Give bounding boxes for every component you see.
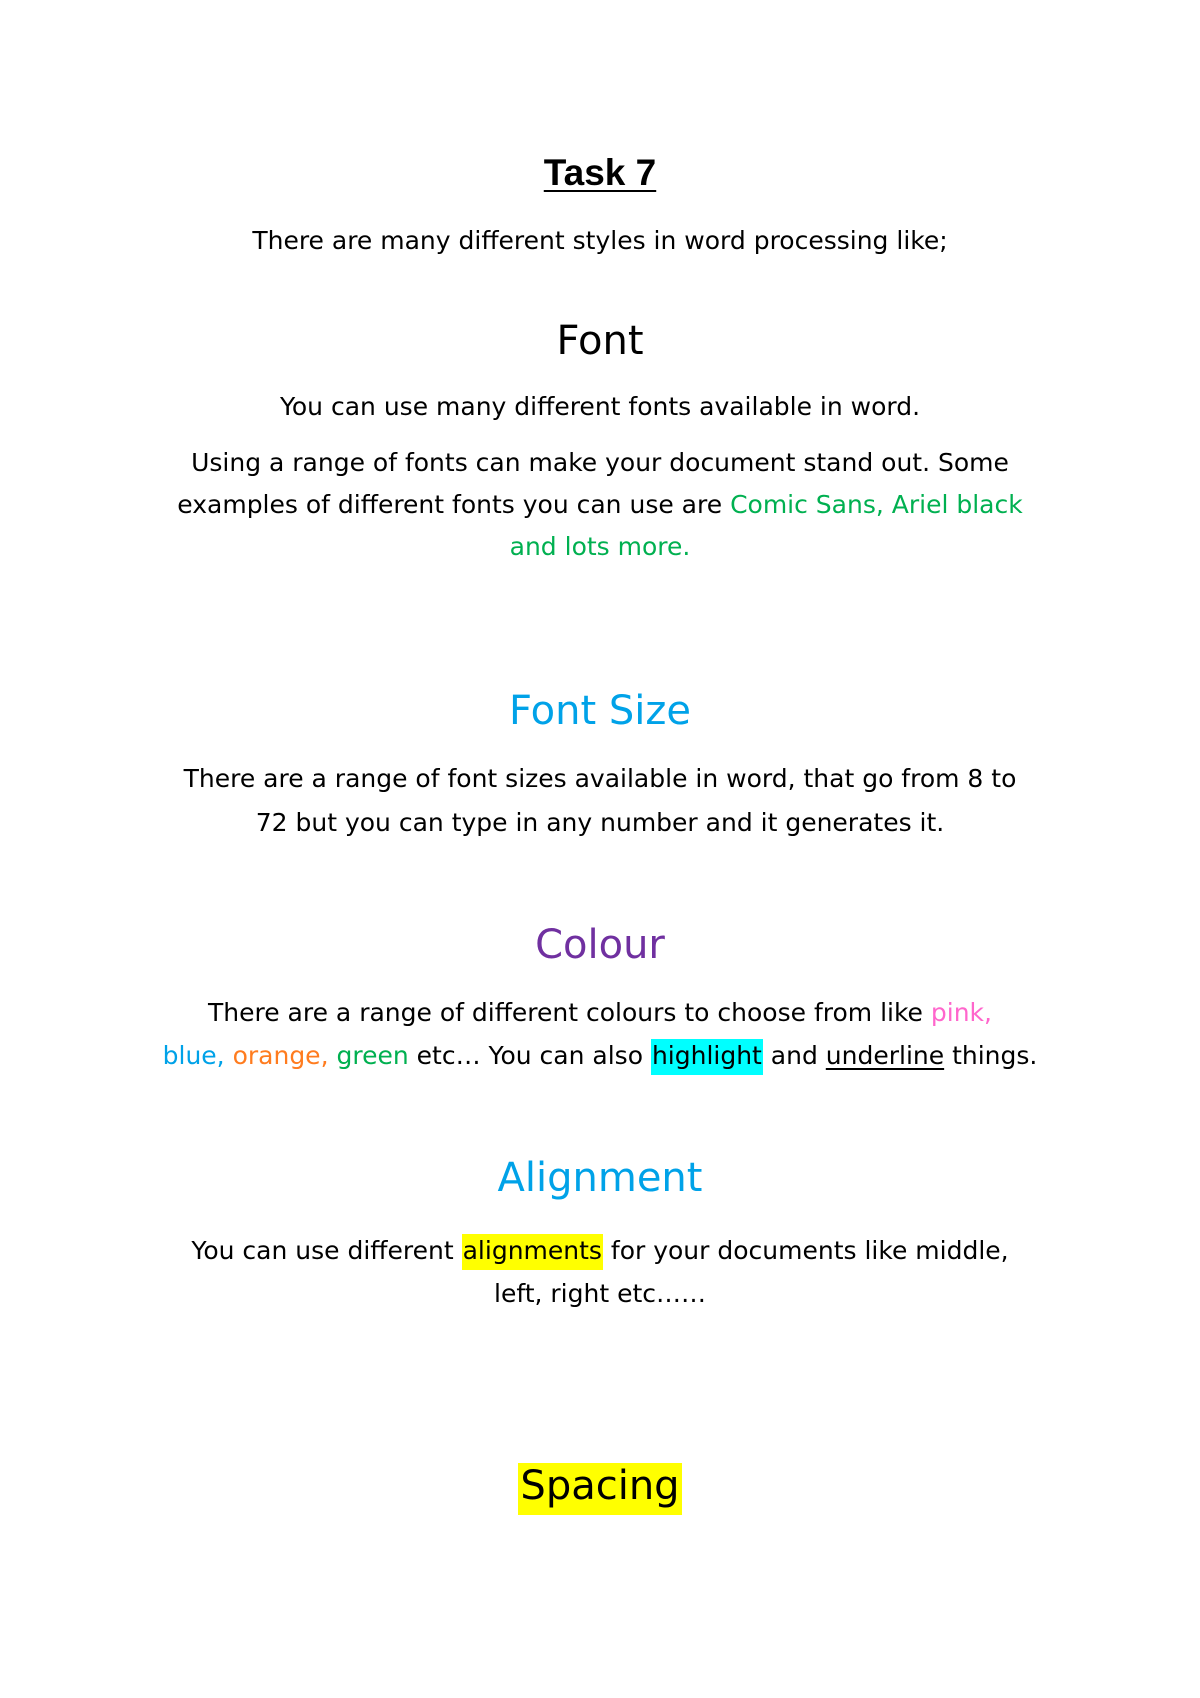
font-examples-colored: Comic Sans, Ariel black bbox=[730, 490, 1023, 519]
blue-word: blue, bbox=[162, 1041, 225, 1070]
font-line-1: You can use many different fonts available in word. bbox=[279, 392, 921, 421]
font-size-heading: Font Size bbox=[509, 688, 691, 734]
colour-line-1-prefix: There are a range of different colours to choose from like bbox=[208, 998, 931, 1027]
font-size-line-2: 72 but you can type in any number and it generates it. bbox=[255, 808, 945, 837]
alignment-heading: Alignment bbox=[497, 1155, 703, 1201]
pink-word: pink, bbox=[930, 998, 992, 1027]
and-text: and bbox=[762, 1041, 826, 1070]
colour-line-2-mid: etc… You can also bbox=[408, 1041, 651, 1070]
font-line-4: and lots more. bbox=[509, 532, 691, 561]
alignment-line-1 bbox=[0, 1236, 1200, 1265]
page-title: Task 7 bbox=[543, 152, 657, 193]
alignments-highlighted-word: alignments bbox=[462, 1234, 603, 1270]
alignment-line-1-prefix: You can use different bbox=[191, 1236, 462, 1265]
colour-line-1 bbox=[0, 998, 1200, 1027]
intro-text: There are many different styles in word processing like; bbox=[252, 226, 948, 255]
orange-word: orange, bbox=[232, 1041, 329, 1070]
underline-word: underline bbox=[825, 1041, 945, 1070]
font-heading: Font bbox=[556, 318, 644, 364]
font-line-3 bbox=[0, 490, 1200, 519]
things-text: things. bbox=[944, 1041, 1038, 1070]
highlight-word: highlight bbox=[651, 1039, 763, 1075]
alignment-line-2: left, right etc…… bbox=[494, 1279, 706, 1308]
font-size-line-1: There are a range of font sizes available in word, that go from 8 to bbox=[183, 764, 1017, 793]
green-word: green bbox=[336, 1041, 409, 1070]
font-line-3-prefix: examples of different fonts you can use are bbox=[177, 490, 731, 519]
spacing-heading: Spacing bbox=[518, 1463, 681, 1515]
spacing-heading-wrapper bbox=[0, 1463, 1200, 1509]
colour-line-2 bbox=[0, 1041, 1200, 1070]
alignment-line-1-suffix: for your documents like middle, bbox=[602, 1236, 1009, 1265]
colour-heading: Colour bbox=[535, 922, 665, 968]
font-line-2: Using a range of fonts can make your document stand out. Some bbox=[191, 448, 1009, 477]
